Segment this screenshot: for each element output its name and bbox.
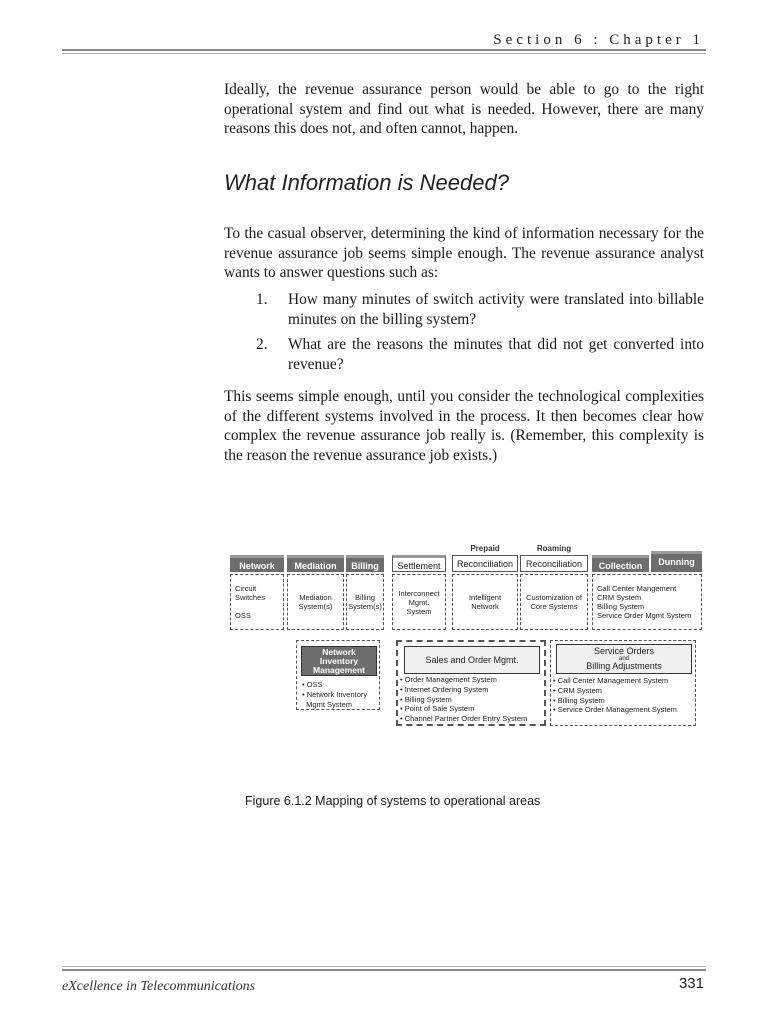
group-title-top: Service Orders	[593, 645, 655, 656]
area-label: Network	[230, 555, 284, 572]
collection-systems-list	[597, 584, 691, 620]
area-sup-label: Roaming	[536, 544, 572, 553]
area-label: Reconciliation	[520, 555, 588, 572]
group-systems-list	[400, 675, 527, 724]
list-text: How many minutes of switch activity were translated into billable minutes on the billing system?	[288, 291, 704, 328]
area-roaming-reconciliation	[520, 543, 588, 631]
area-systems: Billing System(s)	[346, 574, 384, 630]
list-item: • Call Center Management System	[553, 676, 669, 685]
group-systems-list	[553, 676, 677, 715]
list-item: • Channel Partner Order Entry System	[400, 714, 528, 724]
group-systems-list	[302, 680, 367, 709]
header-rule	[62, 49, 706, 54]
list-item: • Internet Ordering System	[400, 684, 489, 694]
figure-caption: Figure 6.1.2 Mapping of systems to operational areas	[245, 794, 541, 808]
list-text: What are the reasons the minutes that did not get converted into revenue?	[288, 336, 704, 373]
area-label: Collection	[592, 555, 649, 572]
area-sup-label: Prepaid	[470, 544, 500, 553]
sales-order-group	[396, 640, 546, 726]
area-systems: Mediation System(s)	[287, 574, 344, 630]
list-item	[256, 335, 704, 374]
page-number: 331	[678, 975, 704, 992]
group-title-mid: and	[618, 656, 629, 662]
list-item: • OSS	[302, 680, 323, 689]
list-item: • Order Management System	[400, 675, 497, 684]
list-item: Service Order Mgmt System	[597, 611, 692, 620]
area-collection-dunning	[592, 543, 702, 631]
list-item: • Service Order Management System	[553, 705, 677, 715]
list-item: Mgmt System	[302, 699, 353, 709]
question-list	[256, 290, 704, 380]
intro-paragraph: Ideally, the revenue assurance person would be able to go to the right operational system and find out what is needed. However, there are many reasons this does not, and often cannot, happen.	[224, 81, 704, 138]
footer-rule	[62, 966, 706, 971]
area-systems: Circuit Switches OSS	[230, 574, 284, 630]
area-systems: Customization of Core Systems	[520, 574, 588, 630]
systems-mapping-figure	[230, 543, 702, 733]
list-item: Billing System	[597, 602, 645, 611]
group-title: Network Inventory Management	[301, 646, 377, 676]
area-label: Mediation	[287, 555, 344, 572]
list-number: 2.	[256, 336, 268, 354]
list-item: • CRM System	[553, 685, 602, 695]
area-mediation	[287, 543, 344, 631]
area-label: Reconciliation	[452, 555, 518, 572]
section-heading: What Information is Needed?	[224, 170, 509, 195]
running-head: Section 6 : Chapter 1	[493, 32, 704, 48]
area-label: Billing	[346, 555, 384, 572]
area-systems: Interconnect Mgmt. System	[392, 574, 446, 630]
setup-paragraph: To the casual observer, determining the kind of information necessary for the revenue assurance job seems simple enough. The revenue assurance analyst wants to answer questions such as:	[224, 225, 704, 282]
footer-title: eXcellence in Telecommunications	[62, 979, 256, 994]
list-item	[256, 290, 704, 329]
list-item: • Billing System	[553, 695, 605, 705]
service-orders-group	[550, 640, 696, 726]
list-item: • Point of Sale System	[400, 704, 475, 714]
list-number: 1.	[256, 291, 268, 308]
closing-paragraph: This seems simple enough, until you consider the technological complexities of the different systems involved in the process. It then becomes clear how complex the revenue assurance job really is. (Remember, this complexity is the reason the revenue assurance job exists.)	[224, 388, 704, 464]
list-item: • Billing System	[400, 694, 452, 704]
list-item: • Network Inventory	[302, 689, 368, 699]
area-prepaid-reconciliation	[452, 543, 518, 631]
area-label: Dunning	[651, 551, 702, 572]
area-systems	[592, 574, 702, 630]
group-title: Sales and Order Mgmt.	[404, 646, 540, 674]
list-item: Call Center Mangement	[597, 584, 677, 593]
list-item: CRM System	[597, 593, 642, 602]
area-label: Settlement	[392, 555, 446, 572]
area-systems: Intelligent Network	[452, 574, 518, 630]
area-settlement	[392, 543, 446, 631]
area-billing	[346, 543, 384, 631]
group-title-bottom: Billing Adjustments	[586, 661, 662, 671]
area-network	[230, 543, 284, 631]
network-inventory-group	[296, 640, 380, 710]
group-title	[556, 644, 692, 674]
